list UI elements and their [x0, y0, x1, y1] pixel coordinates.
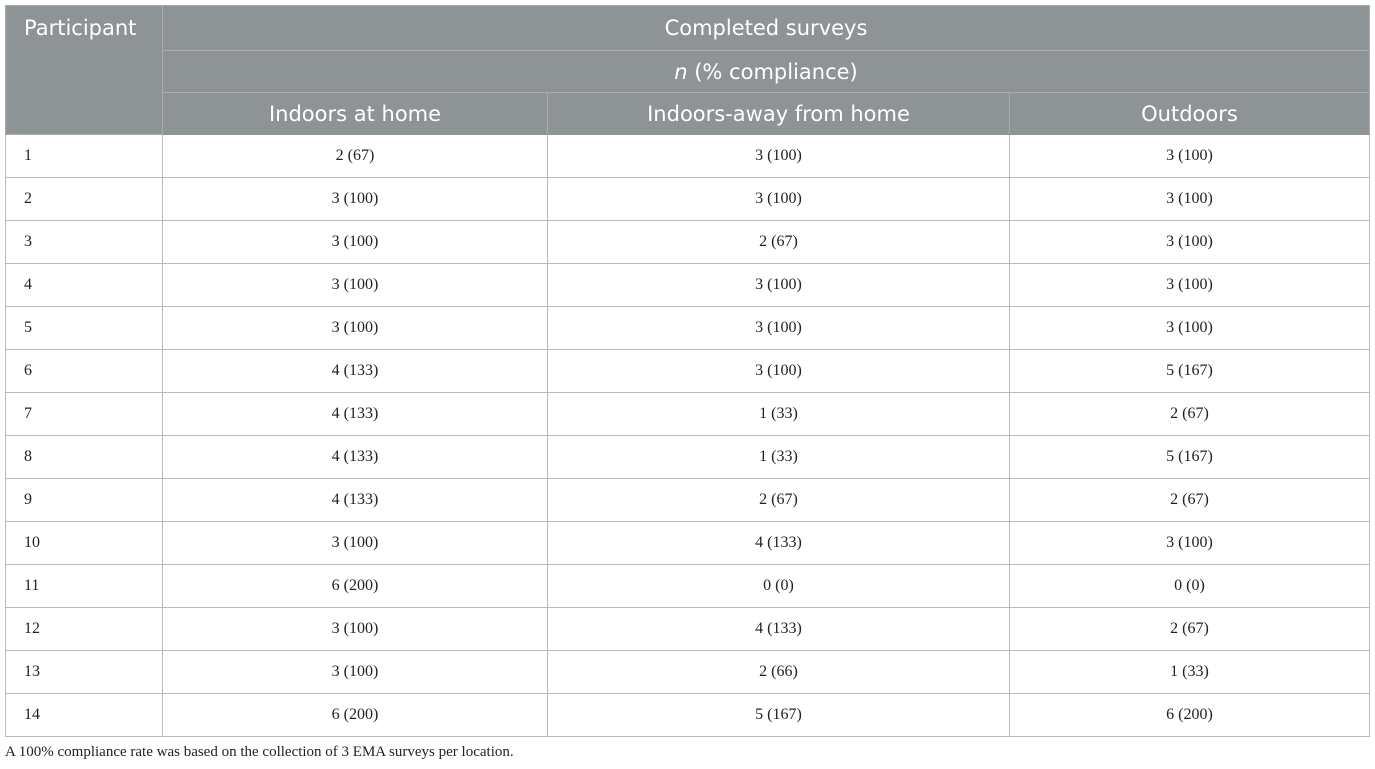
- outdoors-cell: 3 (100): [1010, 264, 1370, 307]
- indoors-home-cell: 3 (100): [163, 651, 548, 694]
- table-footnote: A 100% compliance rate was based on the collection of 3 EMA surveys per location.: [5, 744, 514, 760]
- table-row: [6, 608, 1370, 651]
- indoors-home-cell: 3 (100): [163, 264, 548, 307]
- indoors-away-cell: 3 (100): [548, 135, 1010, 178]
- indoors-home-cell: 3 (100): [163, 221, 548, 264]
- table-row: [6, 307, 1370, 350]
- outdoors-cell: 3 (100): [1010, 522, 1370, 565]
- indoors-away-cell: 3 (100): [548, 307, 1010, 350]
- table-row: [6, 651, 1370, 694]
- indoors-home-cell: 4 (133): [163, 479, 548, 522]
- indoors-away-cell: 0 (0): [548, 565, 1010, 608]
- participant-column-header: Participant: [6, 6, 163, 135]
- indoors-away-cell: 2 (67): [548, 479, 1010, 522]
- indoors-away-cell: 3 (100): [548, 350, 1010, 393]
- table-row: [6, 694, 1370, 737]
- indoors-home-cell: 3 (100): [163, 178, 548, 221]
- participant-cell: 5: [6, 307, 163, 350]
- indoors-away-cell: 1 (33): [548, 436, 1010, 479]
- table-row: [6, 479, 1370, 522]
- indoors-away-cell: 5 (167): [548, 694, 1010, 737]
- indoors-home-cell: 6 (200): [163, 565, 548, 608]
- table-header: [6, 6, 1370, 135]
- outdoors-cell: 2 (67): [1010, 608, 1370, 651]
- outdoors-cell: 2 (67): [1010, 393, 1370, 436]
- compliance-table-container: [5, 5, 1369, 737]
- table-row: [6, 350, 1370, 393]
- participant-cell: 8: [6, 436, 163, 479]
- outdoors-cell: 3 (100): [1010, 221, 1370, 264]
- indoors-home-cell: 4 (133): [163, 393, 548, 436]
- participant-cell: 14: [6, 694, 163, 737]
- indoors-away-column-header: Indoors-away from home: [548, 93, 1010, 135]
- participant-cell: 11: [6, 565, 163, 608]
- participant-cell: 3: [6, 221, 163, 264]
- table-row: [6, 264, 1370, 307]
- outdoors-cell: 6 (200): [1010, 694, 1370, 737]
- compliance-table: [5, 5, 1370, 737]
- indoors-home-cell: 4 (133): [163, 436, 548, 479]
- indoors-home-cell: 6 (200): [163, 694, 548, 737]
- outdoors-cell: 3 (100): [1010, 307, 1370, 350]
- indoors-home-cell: 4 (133): [163, 350, 548, 393]
- indoors-away-cell: 2 (66): [548, 651, 1010, 694]
- completed-surveys-header: Completed surveys: [163, 6, 1370, 51]
- indoors-home-cell: 2 (67): [163, 135, 548, 178]
- participant-cell: 6: [6, 350, 163, 393]
- outdoors-cell: 1 (33): [1010, 651, 1370, 694]
- outdoors-cell: 2 (67): [1010, 479, 1370, 522]
- outdoors-column-header: Outdoors: [1010, 93, 1370, 135]
- outdoors-cell: 3 (100): [1010, 135, 1370, 178]
- indoors-away-cell: 4 (133): [548, 522, 1010, 565]
- indoors-home-cell: 3 (100): [163, 608, 548, 651]
- indoors-away-cell: 1 (33): [548, 393, 1010, 436]
- table-row: [6, 436, 1370, 479]
- indoors-away-cell: 3 (100): [548, 178, 1010, 221]
- indoors-away-cell: 4 (133): [548, 608, 1010, 651]
- compliance-subheader-text: (% compliance): [687, 59, 858, 84]
- table-row: [6, 178, 1370, 221]
- participant-cell: 2: [6, 178, 163, 221]
- indoors-home-cell: 3 (100): [163, 522, 548, 565]
- indoors-away-cell: 3 (100): [548, 264, 1010, 307]
- outdoors-cell: 0 (0): [1010, 565, 1370, 608]
- table-row: [6, 135, 1370, 178]
- participant-cell: 4: [6, 264, 163, 307]
- n-symbol: n: [674, 59, 688, 84]
- table-row: [6, 522, 1370, 565]
- participant-cell: 7: [6, 393, 163, 436]
- participant-cell: 9: [6, 479, 163, 522]
- table-body: [6, 135, 1370, 737]
- outdoors-cell: 3 (100): [1010, 178, 1370, 221]
- outdoors-cell: 5 (167): [1010, 436, 1370, 479]
- participant-cell: 13: [6, 651, 163, 694]
- participant-cell: 10: [6, 522, 163, 565]
- table-row: [6, 221, 1370, 264]
- compliance-subheader: [163, 51, 1370, 93]
- indoors-home-cell: 3 (100): [163, 307, 548, 350]
- indoors-home-column-header: Indoors at home: [163, 93, 548, 135]
- table-row: [6, 565, 1370, 608]
- outdoors-cell: 5 (167): [1010, 350, 1370, 393]
- table-row: [6, 393, 1370, 436]
- indoors-away-cell: 2 (67): [548, 221, 1010, 264]
- participant-cell: 1: [6, 135, 163, 178]
- participant-cell: 12: [6, 608, 163, 651]
